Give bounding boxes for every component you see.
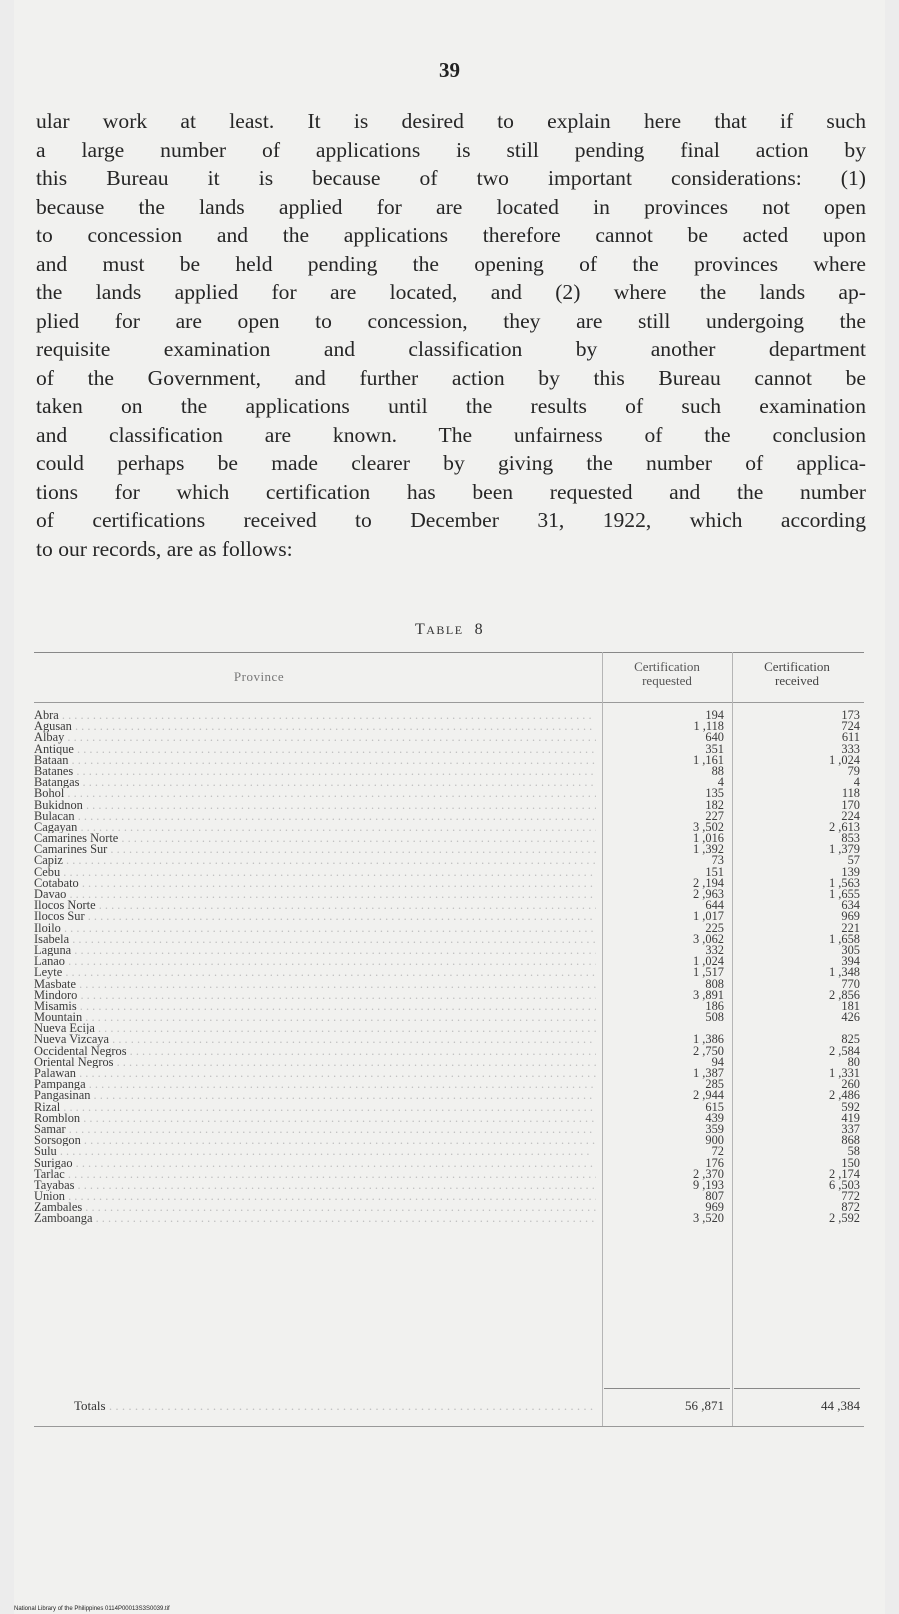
table-row [34,1121,864,1136]
table-row [34,875,864,890]
province-name: Masbate . . . [34,979,596,990]
header-received [734,660,860,688]
province-name: Iloilo . . . [34,923,596,934]
requested-value: 808 [705,976,724,991]
requested-value: 2 ,963 [693,887,724,901]
received-value: 221 [841,920,860,935]
requested-value: 1 ,392 [693,842,724,857]
requested-value: 1 ,517 [693,965,724,980]
requested-value: 1 ,024 [693,954,724,969]
table-row [34,710,864,721]
paragraph-line: could perhaps be made clearer by giving the number of applica- [36,451,866,475]
province-name: Cebu . . . [34,867,596,878]
requested-value: 1 ,016 [693,831,724,846]
received-value: 419 [841,1110,860,1125]
table-row [34,1043,864,1058]
table-row [34,967,864,978]
province-name: Davao . . . [34,889,596,900]
province-name: Nueva Ecija . . . [34,1023,596,1034]
table-bottom-rule [34,1426,864,1427]
table-row [34,808,864,823]
totals-label: Totals . . . [74,1396,596,1416]
received-value: 181 [841,998,860,1013]
province-name: Batanes . . . [34,766,596,777]
table-row [34,1090,864,1101]
received-value: 872 [841,1200,860,1215]
province-name: Zambales . . . [34,1202,596,1213]
received-value: 2 ,592 [829,1211,860,1226]
table-row [34,987,864,1002]
province-name: Sorsogon . . . [34,1135,596,1146]
received-value: 333 [841,741,860,756]
received-value: 969 [841,909,860,924]
table-row [34,1012,864,1023]
totals-requested: 56 ,871 [685,1398,724,1413]
table-row [34,777,864,788]
received-value: 825 [841,1032,860,1047]
province-name: Palawan . . . [34,1068,596,1079]
province-name: Bulacan . . . [34,811,596,822]
paragraph-line: tions for which certification has been requested and the number [36,479,866,504]
table-row [34,900,864,911]
province-name: Nueva Vizcaya . . . [34,1034,596,1045]
requested-value: 1 ,386 [693,1032,724,1047]
province-name: Oriental Negros . . . [34,1057,596,1068]
table-row [34,956,864,967]
requested-value: 285 [705,1077,724,1092]
province-name: Antique . . . [34,744,596,755]
totals-row [34,1396,864,1416]
header-province: Province [233,669,285,684]
paragraph-line: the lands applied for are located, and (2) where the lands ap- [36,280,866,304]
table-row [34,1034,864,1045]
page-number: 39 [439,58,460,82]
received-value: 170 [841,797,860,812]
received-value: 57 [847,853,860,868]
table-header-rule [34,702,864,703]
header-requested-line1: Certification [634,659,700,674]
received-value: 305 [841,942,860,957]
table-title-number: 8 [474,621,485,638]
received-value: 1 ,379 [829,842,860,857]
received-value: 2 ,856 [829,987,860,1002]
province-name: Zamboanga . . . [34,1213,596,1224]
table-row [34,1054,864,1069]
table-top-rule [34,652,864,653]
requested-value: 1 ,161 [693,752,724,767]
province-name: Bohol . . . [34,788,596,799]
received-value: 6 ,503 [829,1177,860,1192]
sum-rule [734,1388,860,1389]
requested-value: 1 ,387 [693,1066,724,1080]
province-name: Ilocos Sur . . . [34,911,596,922]
requested-value: 615 [705,1099,724,1114]
requested-value: 351 [705,741,724,756]
table-row [34,1135,864,1146]
table-row [34,732,864,743]
paragraph-line: this Bureau it is because of two important considerations: (1) [36,166,866,190]
table-row [34,1191,864,1202]
requested-value: 4 [717,775,724,790]
province-name: Laguna . . . [34,945,596,956]
paragraph-line: plied for are open to concession, they are still undergoing the [36,308,866,333]
table-row [34,942,864,957]
requested-value: 151 [705,864,724,879]
received-value: 260 [841,1077,860,1092]
province-name: Isabela . . . [34,934,596,945]
table-row [34,1079,864,1090]
province-name: Samar . . . [34,1124,596,1135]
table-row [34,1202,864,1213]
received-value: 1 ,348 [829,965,860,980]
received-value: 868 [841,1133,860,1148]
table-row [34,721,864,732]
province-name: Agusan . . . [34,721,596,732]
table-row [34,833,864,844]
requested-value: 1 ,017 [693,909,724,924]
received-value: 611 [841,730,860,745]
table-row [34,864,864,879]
table-title-word: ABLE [426,623,464,637]
province-name: Occidental Negros . . . [34,1046,596,1057]
province-name: Cagayan . . . [34,822,596,833]
paragraph-line: requisite examination and classification by another department [36,337,866,361]
province-name: Capiz . . . [34,855,596,866]
totals-received: 44 ,384 [821,1398,860,1413]
paragraph-line: and must be held pending the opening of the provinces where [36,251,866,276]
table-row [34,797,864,812]
province-name: Ilocos Norte . . . [34,900,596,911]
received-value: 634 [841,898,860,913]
requested-value: 135 [705,786,724,801]
requested-value: 9 ,193 [693,1177,724,1192]
received-value: 1 ,024 [829,752,860,767]
table-row [34,976,864,991]
requested-value: 644 [705,898,724,913]
table-row [34,1068,864,1079]
received-value: 724 [841,719,860,734]
province-name: Misamis . . . [34,1001,596,1012]
table-row [34,1177,864,1192]
requested-value: 3 ,062 [693,931,724,946]
paragraph-line: to concession and the applications therefore cannot be acted upon [36,223,866,247]
document-page [14,0,885,1614]
archive-footer: National Library of the Philippines 0114P00013S3S0039.tif [14,1606,170,1612]
province-name: Mountain . . . [34,1012,596,1023]
paragraph-line: of certifications received to December 31, 1922, which according [36,508,866,532]
paragraph-line: because the lands applied for are located in provinces not open [36,194,866,219]
requested-value: 359 [705,1121,724,1136]
table-row [34,763,864,778]
requested-value: 186 [705,998,724,1013]
received-value: 1 ,655 [829,887,860,901]
requested-value: 2 ,750 [693,1043,724,1058]
province-name: Sulu . . . [34,1146,596,1157]
table-row [34,931,864,946]
table-body [34,710,864,1225]
body-paragraph [36,107,866,563]
province-name: Bukidnon . . . [34,800,596,811]
requested-value: 1 ,118 [693,719,724,734]
received-value: 80 [847,1054,860,1069]
table-row [34,1099,864,1114]
requested-value: 969 [705,1200,724,1215]
received-value: 426 [841,1010,860,1025]
requested-value: 3 ,520 [693,1211,724,1226]
received-value: 2 ,584 [829,1043,860,1058]
received-value: 58 [847,1144,860,1159]
received-value: 1 ,563 [829,875,860,890]
paragraph-line: a large number of applications is still pending final action by [36,137,866,162]
received-value: 150 [841,1155,860,1170]
table-row [34,844,864,855]
received-value: 2 ,174 [829,1166,860,1181]
province-name: Pangasinan . . . [34,1090,596,1101]
header-received-line1: Certification [764,659,830,674]
table-row [34,1146,864,1157]
table-title [14,621,885,639]
received-value: 173 [841,708,860,722]
received-value: 139 [841,864,860,879]
table-row [34,1213,864,1224]
requested-value: 807 [705,1189,724,1204]
province-name: Leyte . . . [34,967,596,978]
province-name: Tayabas . . . [34,1180,596,1191]
province-name: Bataan . . . [34,755,596,766]
requested-value: 3 ,502 [693,819,724,834]
province-name: Union . . . [34,1191,596,1202]
province-name: Surigao . . . [34,1158,596,1169]
requested-value: 194 [705,708,724,722]
received-value: 79 [847,763,860,778]
received-value: 1 ,658 [829,931,860,946]
province-name: Mindoro . . . [34,990,596,1001]
certification-table [34,652,864,1427]
received-value: 2 ,613 [829,819,860,834]
province-name: Rizal . . . [34,1102,596,1113]
province-name: Romblon . . . [34,1113,596,1124]
requested-value: 72 [711,1144,724,1159]
province-name: Cotabato . . . [34,878,596,889]
province-name: Camarines Sur . . . [34,844,596,855]
requested-value: 508 [705,1010,724,1025]
table-row [34,788,864,799]
received-value: 1 ,331 [829,1066,860,1080]
province-name: Lanao . . . [34,956,596,967]
requested-value: 88 [711,763,724,778]
requested-value: 439 [705,1110,724,1125]
received-value: 337 [841,1121,860,1136]
paragraph-line: taken on the applications until the results of such examination [36,394,866,418]
header-received-line2: received [774,673,820,688]
table-row [34,1110,864,1125]
requested-value: 2 ,370 [693,1166,724,1181]
province-name: Albay . . . [34,732,596,743]
paragraph-line: to our records, are as follows: [36,536,293,561]
requested-value: 176 [705,1155,724,1170]
table-row [34,1023,864,1034]
requested-value: 332 [705,942,724,957]
received-value: 118 [841,786,860,801]
received-value: 2 ,486 [829,1088,860,1103]
header-requested-line2: requested [642,673,692,688]
province-name: Camarines Norte . . . [34,833,596,844]
table-row [34,1166,864,1181]
received-value: 4 [853,775,860,790]
requested-value: 2 ,944 [693,1088,724,1103]
received-value: 592 [841,1099,860,1114]
table-row [34,911,864,922]
requested-value: 73 [711,853,724,868]
sum-rule [604,1388,730,1389]
requested-value: 3 ,891 [693,987,724,1002]
paragraph-line: ular work at least. It is desired to explain here that if such [36,109,866,133]
table-row [34,998,864,1013]
table-row [34,741,864,756]
received-value: 394 [841,954,860,969]
received-value: 224 [841,808,860,823]
received-value: 853 [841,831,860,846]
requested-value: 2 ,194 [693,875,724,890]
table-row [34,889,864,900]
requested-value: 900 [705,1133,724,1148]
requested-value: 227 [705,808,724,823]
received-value: 772 [841,1189,860,1204]
paragraph-line: and classification are known. The unfairness of the conclusion [36,422,866,447]
header-requested [604,660,730,688]
table-row [34,855,864,866]
table-row [34,920,864,935]
received-value: 770 [841,976,860,991]
province-name: Abra . . . [34,710,596,721]
table-row [34,752,864,767]
requested-value: 640 [705,730,724,745]
requested-value: 94 [711,1054,724,1069]
requested-value: 225 [705,920,724,935]
requested-value: 182 [705,797,724,812]
table-row [34,1155,864,1170]
province-name: Tarlac . . . [34,1169,596,1180]
table-row [34,819,864,834]
table-title-initial: T [414,621,427,638]
province-name: Pampanga . . . [34,1079,596,1090]
province-name: Batangas . . . [34,777,596,788]
paragraph-line: of the Government, and further action by this Bureau cannot be [36,365,866,390]
